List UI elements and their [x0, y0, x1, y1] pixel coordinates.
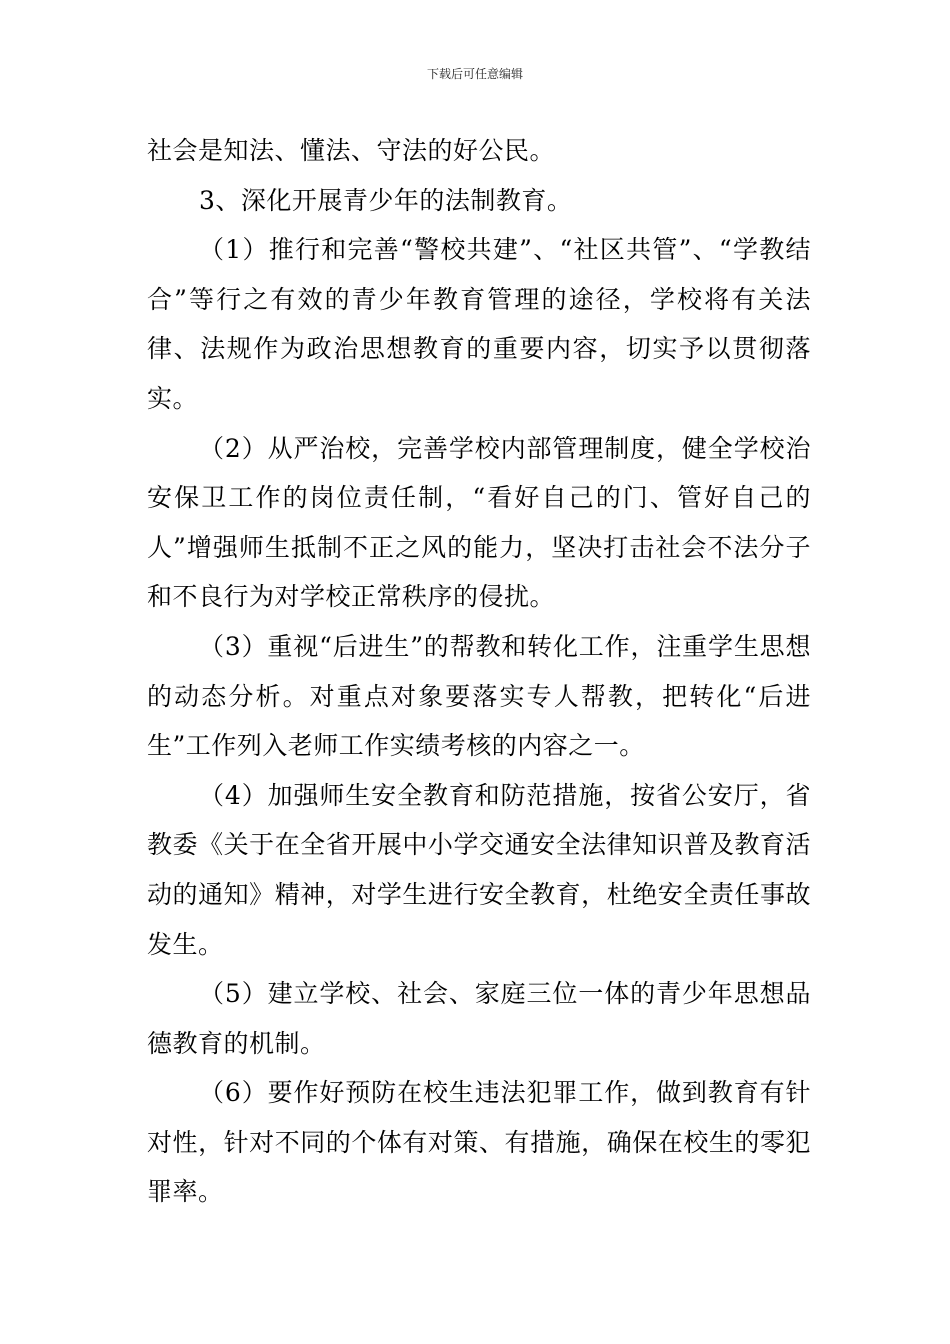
- document-body: [147, 126, 811, 1217]
- paragraph-item-5: （5）建立学校、社会、家庭三位一体的青少年思想品德教育的机制。: [147, 979, 811, 1058]
- paragraph-item-6: （6）要作好预防在校生违法犯罪工作，做到教育有针对性，针对不同的个体有对策、有措施，确保在校生的零犯罪率。: [147, 1078, 811, 1207]
- paragraph-section-3-heading: 3、深化开展青少年的法制教育。: [199, 185, 573, 215]
- paragraph-item-3: （3）重视“后进生”的帮教和转化工作，注重学生思想的动态分析。对重点对象要落实专人帮教，把转化“后进生”工作列入老师工作实绩考核的内容之一。: [147, 631, 811, 761]
- page-header: 下载后可任意编辑: [426, 67, 523, 81]
- paragraph-item-2: （2）从严治校，完善学校内部管理制度，健全学校治安保卫工作的岗位责任制，“看好自己的门、管好自己的人”增强师生抵制不正之风的能力，坚决打击社会不法分子和不良行为对学校正常秩序的侵扰。: [147, 433, 811, 612]
- paragraph-item-1: （1）推行和完善“警校共建”、“社区共管”、“学教结合”等行之有效的青少年教育管理的途径，学校将有关法律、法规作为政治思想教育的重要内容，切实予以贯彻落实。: [147, 235, 811, 413]
- paragraph-item-4: （4）加强师生安全教育和防范措施，按省公安厅，省教委《关于在全省开展中小学交通安全法律知识普及教育活动的通知》精神，对学生进行安全教育，杜绝安全责任事故发生。: [147, 780, 811, 959]
- paragraph-continuation: 社会是知法、懂法、守法的好公民。: [147, 136, 556, 165]
